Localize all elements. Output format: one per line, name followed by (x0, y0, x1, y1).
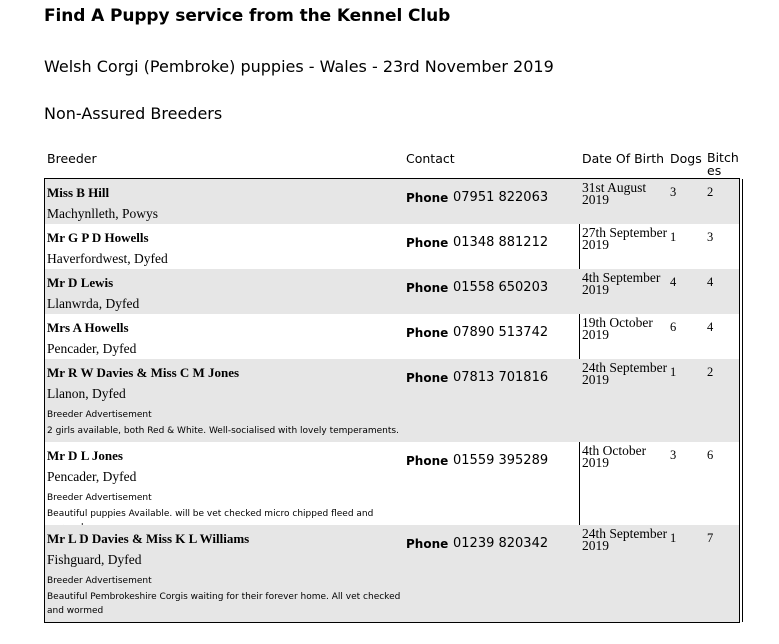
header-breeder: Breeder (47, 151, 97, 166)
breeder-location: Llanwrda, Dyfed (47, 296, 140, 311)
dogs-count: 1 (670, 365, 677, 379)
breeder-name: Mr R W Davies & Miss C M Jones (47, 365, 240, 380)
table-row (45, 314, 739, 359)
bitches-count: 6 (707, 448, 714, 462)
breeder-location: Fishguard, Dyfed (47, 552, 142, 567)
date-of-birth: 24th September 2019 (582, 526, 668, 553)
header-dogs: Dogs (670, 151, 702, 166)
breeder-location: Llanon, Dyfed (47, 386, 126, 401)
bitches-count: 3 (707, 230, 714, 244)
phone-number: 07890 513742 (453, 325, 549, 340)
phone-number: 01558 650203 (453, 280, 549, 295)
dogs-count: 1 (670, 230, 677, 244)
breeder-name: Miss B Hill (47, 185, 110, 200)
dogs-count: 4 (670, 275, 677, 289)
breeder-name: Mr L D Davies & Miss K L Williams (47, 531, 250, 546)
bitches-count: 2 (707, 365, 714, 379)
table-row (45, 525, 739, 622)
advertisement-text: 2 girls available, both Red & White. Well-socialised with lovely temperaments. (47, 426, 399, 436)
breeder-location: Pencader, Dyfed (47, 341, 137, 356)
table-row (45, 179, 739, 224)
breeders-table (44, 178, 740, 623)
dogs-count: 3 (670, 448, 677, 462)
phone-number: 01559 395289 (453, 453, 549, 468)
page-subtitle: Welsh Corgi (Pembroke) puppies - Wales - 23rd November 2019 (44, 57, 554, 76)
date-of-birth: 4th October 2019 (582, 443, 647, 470)
bitches-count: 4 (707, 320, 714, 334)
phone-label: Phone (406, 281, 449, 295)
phone-label: Phone (406, 191, 449, 205)
column-divider-end (742, 179, 743, 622)
phone-number: 01239 820342 (453, 536, 549, 551)
date-of-birth: 19th October 2019 (582, 315, 653, 342)
date-of-birth: 31st August 2019 (582, 180, 647, 207)
dogs-count: 6 (670, 320, 677, 334)
advertisement-label: Breeder Advertisement (47, 410, 152, 420)
phone-label: Phone (406, 236, 449, 250)
bitches-count: 2 (707, 185, 714, 199)
table-row (45, 224, 739, 269)
phone-label: Phone (406, 326, 449, 340)
page-title: Find A Puppy service from the Kennel Club (44, 6, 451, 26)
advertisement-text: Beautiful puppies Available. will be vet checked micro chipped fleed and (47, 509, 374, 519)
advertisement-label: Breeder Advertisement (47, 576, 152, 586)
table-row (45, 442, 739, 525)
breeder-name: Mr D Lewis (47, 275, 114, 290)
header-contact: Contact (406, 151, 455, 166)
bitches-count: 7 (707, 531, 714, 545)
phone-label: Phone (406, 537, 449, 551)
breeder-name: Mrs A Howells (47, 320, 129, 335)
table-row (45, 269, 739, 314)
breeder-location: Machynlleth, Powys (47, 206, 158, 221)
phone-label: Phone (406, 454, 449, 468)
section-heading: Non-Assured Breeders (44, 104, 223, 123)
advertisement-text: Beautiful Pembrokeshire Corgis waiting for their forever home. All vet checked and wormed (47, 592, 401, 616)
bitches-count: 4 (707, 275, 714, 289)
date-of-birth: 24th September 2019 (582, 360, 668, 387)
dogs-count: 3 (670, 185, 677, 199)
header-bitches: Bitches (707, 150, 739, 178)
dogs-count: 1 (670, 531, 677, 545)
table-row (45, 359, 739, 442)
breeder-location: Haverfordwest, Dyfed (47, 251, 168, 266)
date-of-birth: 27th September 2019 (582, 225, 668, 252)
breeder-name: Mr G P D Howells (47, 230, 149, 245)
header-date-of-birth: Date Of Birth (582, 151, 665, 166)
breeder-location: Pencader, Dyfed (47, 469, 137, 484)
date-of-birth: 4th September 2019 (582, 270, 661, 297)
phone-label: Phone (406, 371, 449, 385)
advertisement-label: Breeder Advertisement (47, 493, 152, 503)
breeder-name: Mr D L Jones (47, 448, 123, 463)
phone-number: 01348 881212 (453, 235, 549, 250)
phone-number: 07813 701816 (453, 370, 549, 385)
phone-number: 07951 822063 (453, 190, 549, 205)
